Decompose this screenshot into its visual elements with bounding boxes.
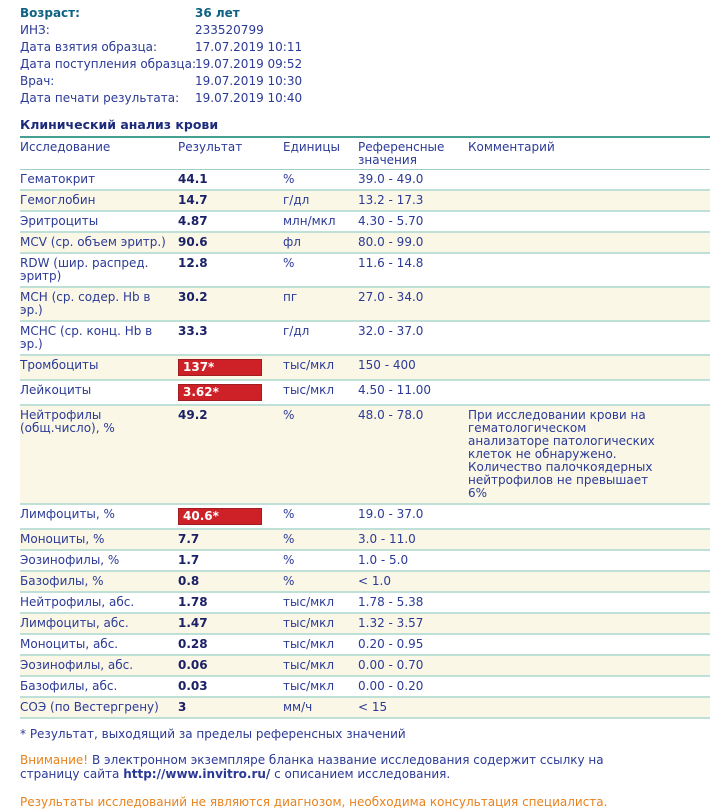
test-name: MCV (ср. объем эритр.) — [20, 232, 178, 253]
test-result-value: 1.7 — [178, 553, 200, 567]
table-row — [20, 550, 710, 571]
test-reference: 150 - 400 — [358, 355, 468, 380]
test-name: Нейтрофилы (общ.число), % — [20, 405, 178, 504]
test-comment — [468, 190, 710, 211]
test-comment — [468, 529, 710, 550]
table-row — [20, 655, 710, 676]
test-result-cell — [178, 592, 283, 613]
info-value-doctor: 19.07.2019 10:30 — [195, 74, 303, 88]
test-result-cell — [178, 634, 283, 655]
test-units: % — [283, 504, 358, 529]
patient-info-block — [20, 5, 710, 107]
info-label-print-date: Дата печати результата: — [20, 91, 180, 105]
test-reference: 0.00 - 0.70 — [358, 655, 468, 676]
test-result-cell — [178, 287, 283, 321]
test-result-value: 7.7 — [178, 532, 200, 546]
test-result-cell — [178, 190, 283, 211]
test-name: Гематокрит — [20, 172, 96, 186]
test-result-value: 0.28 — [178, 637, 208, 651]
test-comment — [468, 211, 710, 232]
test-comment — [468, 170, 710, 191]
test-result-cell — [178, 613, 283, 634]
test-reference: 3.0 - 11.0 — [358, 529, 468, 550]
test-result-cell — [178, 253, 283, 287]
table-row — [20, 211, 710, 232]
attention-label: Внимание! — [20, 753, 89, 767]
info-value-sample-taken: 17.07.2019 10:11 — [195, 40, 303, 54]
test-result-value: 1.78 — [178, 595, 208, 609]
column-header-test: Исследование — [20, 137, 178, 170]
test-name: Гемоглобин — [20, 190, 178, 211]
test-units: мм/ч — [283, 697, 358, 718]
test-comment — [468, 676, 710, 697]
test-reference: < 1.0 — [358, 571, 468, 592]
test-reference: 48.0 - 78.0 — [358, 405, 468, 504]
test-name: Лейкоциты — [20, 380, 178, 405]
test-units: тыс/мкл — [283, 380, 358, 405]
test-reference: 0.20 - 0.95 — [358, 634, 468, 655]
test-units: % — [283, 529, 358, 550]
test-comment — [468, 355, 710, 380]
test-result-cell — [178, 355, 283, 380]
test-result-value: 44.1 — [178, 172, 208, 186]
test-units: тыс/мкл — [283, 355, 358, 380]
test-result-value: 3 — [178, 700, 187, 714]
test-name: Моноциты, абс. — [20, 634, 178, 655]
test-units: г/дл — [283, 190, 358, 211]
test-reference: 19.0 - 37.0 — [358, 504, 468, 529]
test-name: Нейтрофилы, абс. — [20, 592, 178, 613]
test-comment — [468, 613, 710, 634]
patient-info-row-inz — [20, 22, 710, 39]
table-row — [20, 571, 710, 592]
test-result-cell — [178, 405, 283, 504]
test-units: пг — [283, 287, 358, 321]
invitro-link[interactable]: http://www.invitro.ru/ — [123, 767, 271, 781]
test-comment — [468, 287, 710, 321]
test-result-value: 0.06 — [178, 658, 208, 672]
test-units: % — [283, 253, 358, 287]
test-reference: 27.0 - 34.0 — [358, 287, 468, 321]
test-name: Моноциты, % — [20, 529, 178, 550]
results-table-body — [20, 170, 710, 719]
patient-info-row-sample-received — [20, 56, 710, 73]
table-row — [20, 504, 710, 529]
test-comment — [468, 571, 710, 592]
test-name: Базофилы, % — [20, 571, 178, 592]
test-comment — [468, 504, 710, 529]
test-reference: 1.0 - 5.0 — [358, 550, 468, 571]
test-comment — [468, 655, 710, 676]
table-row — [20, 405, 710, 504]
test-result-value: 14.7 — [178, 193, 208, 207]
test-comment — [468, 634, 710, 655]
section-title: Клинический анализ крови — [20, 117, 219, 132]
column-header-units: Единицы — [283, 137, 358, 170]
info-label-inz: ИНЗ: — [20, 23, 50, 37]
test-reference: 4.30 - 5.70 — [358, 211, 468, 232]
reference-footnote: * Результат, выходящий за пределы референсных значений — [20, 727, 406, 741]
test-name: Эозинофилы, абс. — [20, 655, 178, 676]
test-name: MCH (ср. содер. Hb в эр.) — [20, 287, 178, 321]
test-result-value: 1.47 — [178, 616, 208, 630]
info-value-sample-received: 19.07.2019 09:52 — [195, 57, 303, 71]
info-value-age: 36 лет — [195, 6, 240, 20]
test-units: г/дл — [283, 321, 358, 355]
attention-notice — [20, 753, 652, 781]
test-comment — [468, 380, 710, 405]
attention-text-after-url: с описанием исследования. — [270, 767, 451, 781]
test-name: MCHC (ср. конц. Hb в эр.) — [20, 321, 178, 355]
patient-info-row-doctor — [20, 73, 710, 90]
test-reference: 4.50 - 11.00 — [358, 380, 468, 405]
table-row — [20, 321, 710, 355]
test-result-value: 30.2 — [178, 290, 208, 304]
test-name: Эритроциты — [20, 211, 178, 232]
table-row — [20, 697, 710, 718]
test-result-value: 12.8 — [178, 256, 208, 270]
test-result-cell — [178, 655, 283, 676]
table-row — [20, 676, 710, 697]
test-units: % — [283, 550, 358, 571]
test-result-value: 4.87 — [178, 214, 208, 228]
test-units: млн/мкл — [283, 211, 358, 232]
table-row — [20, 529, 710, 550]
test-units: тыс/мкл — [283, 613, 358, 634]
test-result-value: 49.2 — [178, 408, 208, 422]
test-name: Тромбоциты — [20, 355, 178, 380]
test-reference: 13.2 - 17.3 — [358, 190, 468, 211]
patient-info-row-sample-taken — [20, 39, 710, 56]
test-result-cell — [178, 232, 283, 253]
test-reference: < 15 — [358, 697, 468, 718]
table-row — [20, 592, 710, 613]
test-comment — [468, 321, 710, 355]
test-comment — [468, 697, 710, 718]
test-result-value: 40.6* — [178, 508, 262, 525]
test-result-value: 90.6 — [178, 235, 208, 249]
column-header-comment: Комментарий — [468, 137, 710, 170]
test-result-cell — [178, 676, 283, 697]
test-result-value: 137* — [178, 359, 262, 376]
test-result-value: 3.62* — [178, 384, 262, 401]
table-row — [20, 170, 710, 191]
table-row — [20, 380, 710, 405]
test-reference: 0.00 - 0.20 — [358, 676, 468, 697]
info-value-print-date: 19.07.2019 10:40 — [195, 91, 303, 105]
info-label-sample-taken: Дата взятия образца: — [20, 40, 158, 54]
test-reference: 1.32 - 3.57 — [358, 613, 468, 634]
table-row — [20, 232, 710, 253]
test-name: Лимфоциты, абс. — [20, 613, 178, 634]
info-value-inz: 233520799 — [195, 23, 264, 37]
test-reference: 80.0 - 99.0 — [358, 232, 468, 253]
table-row — [20, 355, 710, 380]
test-result-cell — [178, 170, 283, 191]
table-row — [20, 253, 710, 287]
test-reference: 11.6 - 14.8 — [358, 253, 468, 287]
test-result-cell — [178, 697, 283, 718]
test-result-value: 0.8 — [178, 574, 200, 588]
test-name: Эозинофилы, % — [20, 550, 178, 571]
test-units: фл — [283, 232, 358, 253]
test-units: тыс/мкл — [283, 592, 358, 613]
patient-info-row-print-date — [20, 90, 710, 107]
test-result-cell — [178, 571, 283, 592]
test-result-cell — [178, 504, 283, 529]
info-label-age: Возраст: — [20, 6, 80, 20]
test-result-value: 33.3 — [178, 324, 208, 338]
test-result-cell — [178, 550, 283, 571]
test-reference: 1.78 - 5.38 — [358, 592, 468, 613]
table-row — [20, 190, 710, 211]
test-reference: 32.0 - 37.0 — [358, 321, 468, 355]
table-row — [20, 634, 710, 655]
disclaimer-notice: Результаты исследований не являются диагнозом, необходима консультация специалиста. — [20, 795, 608, 809]
test-result-cell — [178, 321, 283, 355]
test-units: тыс/мкл — [283, 655, 358, 676]
test-name: Лимфоциты, % — [20, 504, 178, 529]
test-result-cell — [178, 211, 283, 232]
test-name: СОЭ (по Вестергрену) — [20, 697, 178, 718]
test-units: % — [283, 571, 358, 592]
test-reference: 39.0 - 49.0 — [358, 172, 424, 186]
test-comment — [468, 232, 710, 253]
test-result-cell — [178, 529, 283, 550]
column-header-result: Результат — [178, 137, 283, 170]
table-header-row — [20, 137, 710, 170]
patient-info-row-age — [20, 5, 710, 22]
test-units: тыс/мкл — [283, 634, 358, 655]
test-comment — [468, 253, 710, 287]
results-table — [20, 136, 710, 719]
table-row — [20, 613, 710, 634]
attention-text-before-url: В электронном экземпляре бланка название исследования содержит ссылку на страницу сайта — [20, 753, 604, 781]
test-result-cell — [178, 380, 283, 405]
test-name: RDW (шир. распред. эритр) — [20, 253, 178, 287]
info-label-doctor: Врач: — [20, 74, 55, 88]
test-units: % — [283, 405, 358, 504]
test-comment — [468, 550, 710, 571]
test-comment — [468, 592, 710, 613]
test-units: тыс/мкл — [283, 676, 358, 697]
test-name: Базофилы, абс. — [20, 676, 178, 697]
test-result-value: 0.03 — [178, 679, 208, 693]
test-units: % — [283, 172, 295, 186]
table-row — [20, 287, 710, 321]
test-comment: При исследовании крови на гематологическом анализаторе патологических клеток не обнаружено. Количество палочкоядерных нейтрофилов не превышает 6% — [468, 405, 710, 504]
info-label-sample-received: Дата поступления образца: — [20, 57, 196, 71]
column-header-reference: Референсные значения — [358, 137, 468, 170]
